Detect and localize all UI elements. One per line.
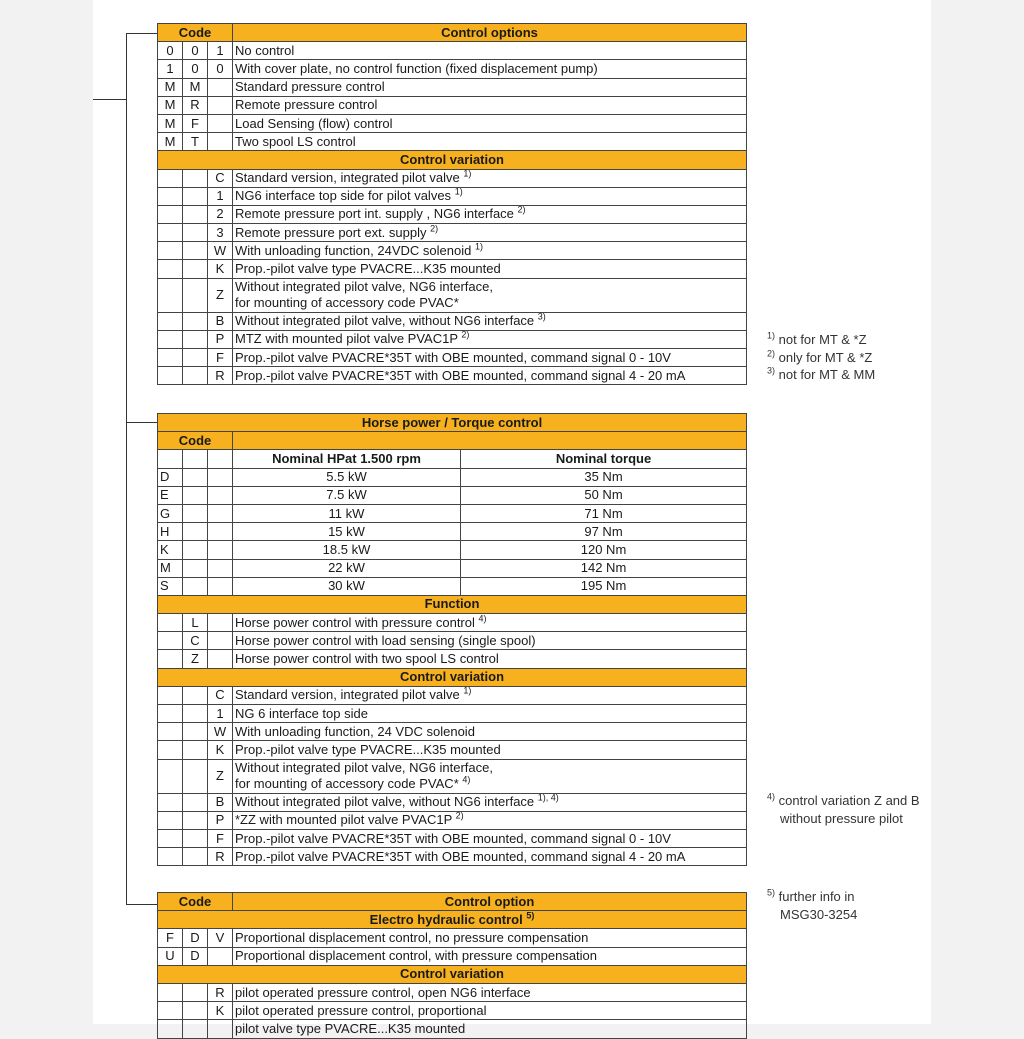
table-cell: [208, 650, 233, 668]
table-cell: [183, 1002, 208, 1020]
description-cell: Proportional displacement control, no pressure compensation: [233, 929, 747, 947]
bracket-tick-table3: [126, 904, 157, 905]
header-row: [158, 893, 747, 911]
code-cell: 1: [158, 60, 183, 78]
footnote-4: $^{4)}$ control variation Z and B without pressure pilot: [767, 791, 920, 826]
table-cell: [183, 205, 208, 223]
code-cell: M: [158, 559, 183, 577]
variation-row: [158, 330, 747, 348]
footnote-ref: 2): [430, 223, 439, 234]
code-cell: Z: [208, 759, 233, 793]
column-header-row: [158, 450, 747, 468]
footnote-ref: 2): [455, 811, 464, 822]
section-title: Control options: [233, 24, 747, 42]
variation-row: [158, 187, 747, 205]
table-cell: [158, 205, 183, 223]
code-cell: B: [208, 312, 233, 330]
code-cell: M: [158, 78, 183, 96]
table-cell: [158, 686, 183, 704]
code-cell: C: [183, 632, 208, 650]
code-cell: K: [208, 260, 233, 278]
table-cell: [183, 367, 208, 385]
torque-cell: 35 Nm: [461, 468, 747, 486]
power-cell: 30 kW: [233, 577, 461, 595]
table-cell: [158, 983, 183, 1001]
table-cell: [208, 468, 233, 486]
description-cell: *ZZ with mounted pilot valve PVAC1P $^{2)}$: [233, 811, 747, 829]
header-row: [158, 24, 747, 42]
table-cell: [208, 632, 233, 650]
table-cell: [158, 312, 183, 330]
column-header: Nominal HPat 1.500 rpm: [233, 450, 461, 468]
torque-cell: 71 Nm: [461, 504, 747, 522]
code-cell: [208, 78, 233, 96]
power-row: [158, 468, 747, 486]
variation-row: [158, 169, 747, 187]
variation-row: [158, 260, 747, 278]
torque-cell: 142 Nm: [461, 559, 747, 577]
code-cell: P: [208, 330, 233, 348]
code-cell: R: [208, 848, 233, 866]
option-row: [158, 114, 747, 132]
code-cell: D: [158, 468, 183, 486]
option-row: [158, 96, 747, 114]
description-cell: Standard pressure control: [233, 78, 747, 96]
variation-row: [158, 811, 747, 829]
description-cell: pilot valve type PVACRE...K35 mounted: [233, 1020, 747, 1038]
code-cell: R: [183, 96, 208, 114]
code-cell: K: [208, 1002, 233, 1020]
code-cell: 0: [183, 60, 208, 78]
torque-cell: 195 Nm: [461, 577, 747, 595]
description-cell: Horse power control with load sensing (single spool): [233, 632, 747, 650]
description-cell: With unloading function, 24VDC solenoid $^{1)}$: [233, 242, 747, 260]
footnote-ref: 2): [461, 330, 470, 341]
description-cell: NG6 interface top side for pilot valves $^{1)}$: [233, 187, 747, 205]
footnote-3: $^{3)}$ not for MT & MM: [767, 365, 876, 382]
variation-row: [158, 723, 747, 741]
description-cell: pilot operated pressure control, proportional: [233, 1002, 747, 1020]
footnote-ref: 1): [474, 241, 483, 252]
code-cell: 0: [208, 60, 233, 78]
footnote-ref: 5): [526, 910, 535, 921]
section-title: Control variation: [158, 151, 747, 169]
footnote-5: $^{5)}$ further info in MSG30-3254: [767, 887, 858, 922]
table-cell: [158, 187, 183, 205]
column-header: Nominal torque: [461, 450, 747, 468]
code-cell: D: [183, 947, 208, 965]
code-cell: D: [183, 929, 208, 947]
table-cell: [158, 723, 183, 741]
table-cell: [183, 349, 208, 367]
horse-power-torque-table: [157, 413, 747, 866]
code-cell: H: [158, 523, 183, 541]
table-cell: [208, 450, 233, 468]
table-cell: [183, 723, 208, 741]
variation-row: [158, 1002, 747, 1020]
table-cell: [208, 559, 233, 577]
code-cell: G: [158, 504, 183, 522]
code-cell: U: [158, 947, 183, 965]
power-cell: 7.5 kW: [233, 486, 461, 504]
bracket-vertical-line: [126, 33, 127, 905]
footnote-2: $^{2)}$ only for MT & *Z: [767, 348, 873, 365]
code-cell: 1: [208, 705, 233, 723]
power-cell: 22 kW: [233, 559, 461, 577]
code-cell: P: [208, 811, 233, 829]
code-cell: 1: [208, 42, 233, 60]
power-cell: 15 kW: [233, 523, 461, 541]
subheader-row: [158, 911, 747, 929]
code-cell: V: [208, 929, 233, 947]
title-row: [158, 414, 747, 432]
code-cell: 0: [183, 42, 208, 60]
table-cell: [183, 330, 208, 348]
description-cell: Proportional displacement control, with pressure compensation: [233, 947, 747, 965]
table-cell: [183, 523, 208, 541]
table-cell: [183, 793, 208, 811]
code-cell: B: [208, 793, 233, 811]
table-cell: [158, 793, 183, 811]
code-cell: E: [158, 486, 183, 504]
footnote-ref: 2): [517, 205, 526, 216]
variation-row: [158, 829, 747, 847]
option-row: [158, 78, 747, 96]
description-cell: With unloading function, 24 VDC solenoid: [233, 723, 747, 741]
footnote-ref: 1): [463, 168, 472, 179]
table-cell: [158, 1002, 183, 1020]
code-cell: R: [208, 367, 233, 385]
description-cell: pilot operated pressure control, open NG6 interface: [233, 983, 747, 1001]
variation-row: [158, 793, 747, 811]
table-cell: [158, 450, 183, 468]
subheader-row: [158, 668, 747, 686]
variation-row: [158, 759, 747, 793]
description-cell: Prop.-pilot valve PVACRE*35T with OBE mounted, command signal 0 - 10V: [233, 349, 747, 367]
table-cell: [158, 632, 183, 650]
option-row: [158, 929, 747, 947]
code-header: Code: [158, 432, 233, 450]
code-cell: R: [208, 983, 233, 1001]
table-cell: [183, 312, 208, 330]
description-cell: NG 6 interface top side: [233, 705, 747, 723]
code-cell: Z: [183, 650, 208, 668]
power-cell: 18.5 kW: [233, 541, 461, 559]
description-cell: Horse power control with two spool LS control: [233, 650, 747, 668]
code-cell: M: [158, 114, 183, 132]
variation-row: [158, 278, 747, 312]
description-cell: Horse power control with pressure control $^{4)}$: [233, 614, 747, 632]
variation-row: [158, 312, 747, 330]
code-cell: 1: [208, 187, 233, 205]
torque-cell: 120 Nm: [461, 541, 747, 559]
description-cell: Prop.-pilot valve type PVACRE...K35 mounted: [233, 260, 747, 278]
code-cell: S: [158, 577, 183, 595]
table-cell: [158, 367, 183, 385]
table-cell: [158, 349, 183, 367]
description-cell: Without integrated pilot valve, without NG6 interface $^{3)}$: [233, 312, 747, 330]
table-cell: [158, 741, 183, 759]
table-cell: [183, 504, 208, 522]
bracket-stub-line: [93, 99, 126, 100]
table-cell: [183, 577, 208, 595]
description-cell: Standard version, integrated pilot valve $^{1)}$: [233, 169, 747, 187]
description-cell: No control: [233, 42, 747, 60]
section-title: Control variation: [158, 965, 747, 983]
description-cell: Prop.-pilot valve PVACRE*35T with OBE mounted, command signal 4 - 20 mA: [233, 848, 747, 866]
description-cell: Without integrated pilot valve, NG6 interface, for mounting of accessory code PVAC*: [233, 278, 747, 312]
table-cell: [183, 705, 208, 723]
header-row: [158, 432, 747, 450]
power-row: [158, 504, 747, 522]
header-blank: [233, 432, 747, 450]
table-cell: [158, 169, 183, 187]
variation-row: [158, 983, 747, 1001]
table-cell: [158, 614, 183, 632]
description-cell: Prop.-pilot valve PVACRE*35T with OBE mounted, command signal 0 - 10V: [233, 829, 747, 847]
code-cell: W: [208, 242, 233, 260]
power-row: [158, 486, 747, 504]
footnote-ref: 3): [537, 311, 546, 322]
code-header: Code: [158, 893, 233, 911]
table-cell: [158, 242, 183, 260]
table-cell: [183, 759, 208, 793]
table-cell: [158, 705, 183, 723]
section-title: Function: [158, 595, 747, 613]
bracket-tick-table1: [126, 33, 157, 34]
section-title: Control option: [233, 893, 747, 911]
variation-row: [158, 705, 747, 723]
code-header: Code: [158, 24, 233, 42]
table-cell: [183, 559, 208, 577]
code-cell: M: [183, 78, 208, 96]
description-cell: Remote pressure port int. supply , NG6 interface $^{2)}$: [233, 205, 747, 223]
subheader-row: [158, 965, 747, 983]
table-cell: [208, 614, 233, 632]
table-cell: [183, 541, 208, 559]
power-row: [158, 523, 747, 541]
code-cell: [208, 114, 233, 132]
table-cell: [183, 829, 208, 847]
table-cell: [158, 848, 183, 866]
variation-row: [158, 848, 747, 866]
option-row: [158, 947, 747, 965]
table-cell: [183, 468, 208, 486]
code-cell: F: [208, 829, 233, 847]
table-cell: [158, 278, 183, 312]
control-options-table: [157, 23, 747, 385]
subheader-row: [158, 595, 747, 613]
code-cell: Z: [208, 278, 233, 312]
description-cell: Load Sensing (flow) control: [233, 114, 747, 132]
table-cell: [183, 686, 208, 704]
code-cell: L: [183, 614, 208, 632]
code-cell: M: [158, 133, 183, 151]
power-cell: 11 kW: [233, 504, 461, 522]
variation-row: [158, 224, 747, 242]
table-cell: [158, 260, 183, 278]
code-cell: C: [208, 169, 233, 187]
description-cell: Two spool LS control: [233, 133, 747, 151]
table-cell: [208, 523, 233, 541]
description-cell: Prop.-pilot valve type PVACRE...K35 mounted: [233, 741, 747, 759]
code-cell: [208, 133, 233, 151]
code-cell: F: [183, 114, 208, 132]
function-row: [158, 632, 747, 650]
code-cell: F: [208, 349, 233, 367]
code-cell: [208, 96, 233, 114]
table-cell: [183, 169, 208, 187]
table-cell: [183, 260, 208, 278]
footnote-1: $^{1)}$ not for MT & *Z: [767, 330, 867, 347]
power-row: [158, 577, 747, 595]
table-cell: [158, 811, 183, 829]
option-row: [158, 60, 747, 78]
footnote-ref: 1): [454, 186, 463, 197]
subheader-row: [158, 151, 747, 169]
option-row: [158, 42, 747, 60]
option-row: [158, 133, 747, 151]
code-cell: F: [158, 929, 183, 947]
code-cell: 2: [208, 205, 233, 223]
table-cell: [158, 759, 183, 793]
table-cell: [183, 224, 208, 242]
table-cell: [208, 504, 233, 522]
footnote-ref: 4): [478, 613, 487, 624]
description-cell: Prop.-pilot valve PVACRE*35T with OBE mounted, command signal 4 - 20 mA: [233, 367, 747, 385]
variation-row: [158, 205, 747, 223]
description-cell: Remote pressure port ext. supply $^{2)}$: [233, 224, 747, 242]
table-cell: [183, 811, 208, 829]
description-cell: Without integrated pilot valve, without NG6 interface $^{1), 4)}$: [233, 793, 747, 811]
code-cell: T: [183, 133, 208, 151]
table-cell: [183, 983, 208, 1001]
table-cell: [183, 187, 208, 205]
code-cell: C: [208, 686, 233, 704]
table-cell: [158, 650, 183, 668]
table-cell: [208, 1020, 233, 1038]
code-cell: W: [208, 723, 233, 741]
footnotes-group-a: [767, 331, 875, 384]
footnote-ref: 1), 4): [537, 792, 559, 803]
table-cell: [183, 278, 208, 312]
function-row: [158, 650, 747, 668]
table-cell: [183, 450, 208, 468]
table-cell: [158, 330, 183, 348]
variation-row: [158, 1020, 747, 1038]
code-cell: K: [158, 541, 183, 559]
power-cell: 5.5 kW: [233, 468, 461, 486]
description-cell: Remote pressure control: [233, 96, 747, 114]
description-cell: Without integrated pilot valve, NG6 interface, for mounting of accessory code PVAC* $^{4)}$: [233, 759, 747, 793]
code-cell: M: [158, 96, 183, 114]
table-cell: [158, 224, 183, 242]
variation-row: [158, 741, 747, 759]
footnote-ref: 1): [463, 686, 472, 697]
torque-cell: 97 Nm: [461, 523, 747, 541]
table-cell: [158, 1020, 183, 1038]
description-cell: Standard version, integrated pilot valve $^{1)}$: [233, 686, 747, 704]
power-row: [158, 559, 747, 577]
variation-row: [158, 242, 747, 260]
variation-row: [158, 349, 747, 367]
variation-row: [158, 367, 747, 385]
table-cell: [158, 829, 183, 847]
table-cell: [183, 848, 208, 866]
code-cell: 0: [158, 42, 183, 60]
section-title: Electro hydraulic control $^{5)}$: [158, 911, 747, 929]
code-cell: 3: [208, 224, 233, 242]
variation-row: [158, 686, 747, 704]
table-cell: [183, 486, 208, 504]
code-cell: K: [208, 741, 233, 759]
table-cell: [183, 741, 208, 759]
power-row: [158, 541, 747, 559]
table-cell: [208, 486, 233, 504]
description-cell: With cover plate, no control function (fixed displacement pump): [233, 60, 747, 78]
description-cell: MTZ with mounted pilot valve PVAC1P $^{2)}$: [233, 330, 747, 348]
torque-cell: 50 Nm: [461, 486, 747, 504]
code-cell: [208, 947, 233, 965]
section-title: Horse power / Torque control: [158, 414, 747, 432]
table-cell: [208, 541, 233, 559]
section-title: Control variation: [158, 668, 747, 686]
table-cell: [208, 577, 233, 595]
table-cell: [183, 242, 208, 260]
table-cell: [183, 1020, 208, 1038]
electro-hydraulic-table: [157, 892, 747, 1039]
bracket-tick-table2: [126, 422, 157, 423]
function-row: [158, 614, 747, 632]
